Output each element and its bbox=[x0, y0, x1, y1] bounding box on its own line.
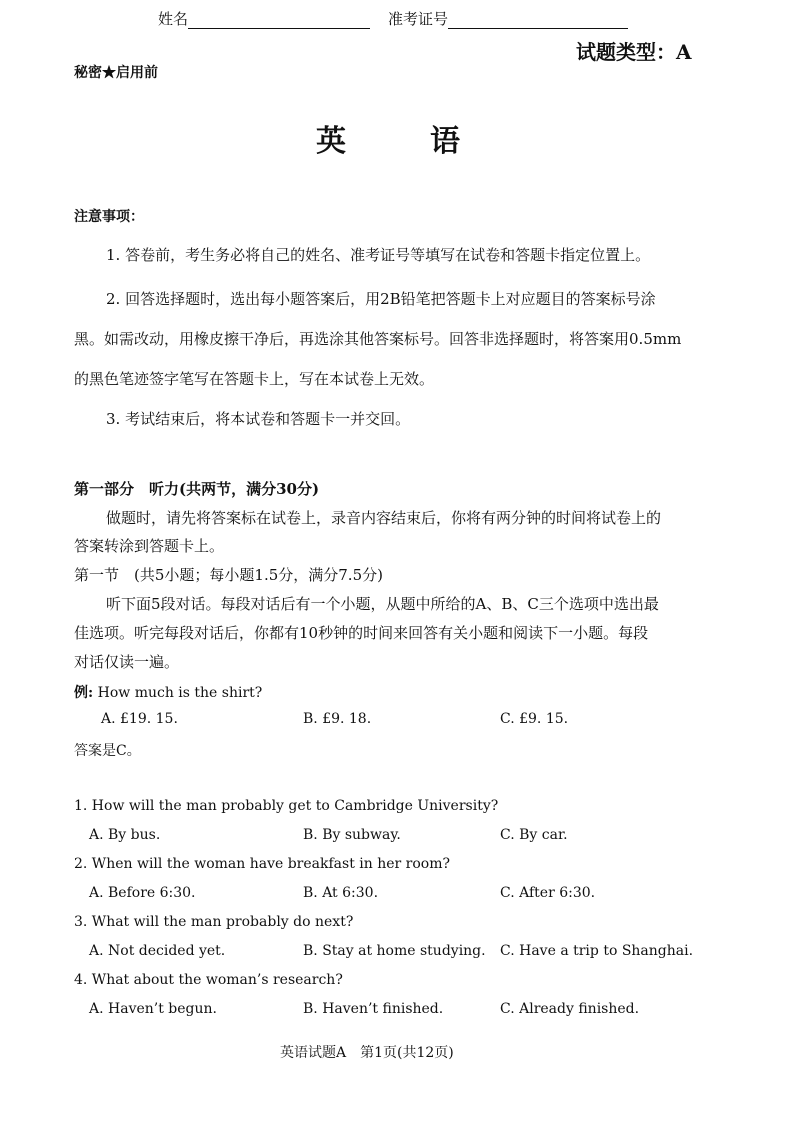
notice-item-2-line-1: 2. 回答选择题时，选出每小题答案后，用2B铅笔把答题卡上对应题目的答案标号涂 bbox=[106, 290, 656, 308]
part1-heading: 第一部分 听力(共两节，满分30分) bbox=[74, 480, 320, 498]
page-title-char-1: 英 bbox=[316, 124, 346, 159]
example-label: 例: bbox=[74, 685, 94, 701]
section1-line-3: 对话仅读一遍。 bbox=[74, 653, 180, 671]
question-1-option-a: A. By bus. bbox=[89, 827, 161, 843]
secret-mark: 秘密★启用前 bbox=[74, 65, 158, 81]
question-3-option-b: B. Stay at home studying. bbox=[303, 943, 486, 959]
example-option-a: A. £19. 15. bbox=[101, 711, 178, 727]
part1-intro-line-1: 做题时，请先将答案标在试卷上，录音内容结束后，你将有两分钟的时间将试卷上的 bbox=[106, 509, 662, 527]
question-1: 1. How will the man probably get to Cambridge University? bbox=[74, 798, 499, 814]
question-4: 4. What about the woman’s research? bbox=[74, 972, 343, 988]
question-4-option-b: B. Haven’t finished. bbox=[303, 1001, 444, 1017]
example-answer: 答案是C。 bbox=[74, 743, 141, 759]
exam-number-field bbox=[388, 8, 628, 29]
notice-item-2-line-3: 的黑色笔迹签字笔写在答题卡上，写在本试卷上无效。 bbox=[74, 370, 435, 388]
question-4-option-c: C. Already finished. bbox=[500, 1001, 640, 1017]
name-field bbox=[158, 8, 370, 29]
page-footer: 英语试题A 第1页(共12页) bbox=[280, 1045, 454, 1061]
paper-type: 试题类型：A bbox=[576, 40, 692, 64]
example bbox=[74, 682, 262, 702]
section1-heading: 第一节 (共5小题；每小题1.5分，满分7.5分) bbox=[74, 566, 383, 584]
part1-intro-line-2: 答案转涂到答题卡上。 bbox=[74, 537, 225, 555]
question-3: 3. What will the man probably do next? bbox=[74, 914, 354, 930]
exam-number-label: 准考证号 bbox=[388, 10, 449, 28]
question-2-option-c: C. After 6:30. bbox=[500, 885, 596, 901]
name-blank bbox=[188, 12, 370, 29]
exam-number-blank bbox=[448, 12, 628, 29]
notice-item-1: 1. 答卷前，考生务必将自己的姓名、准考证号等填写在试卷和答题卡指定位置上。 bbox=[106, 246, 651, 264]
question-3-option-c: C. Have a trip to Shanghai. bbox=[500, 943, 694, 959]
question-1-option-c: C. By car. bbox=[500, 827, 568, 843]
section1-line-2: 佳选项。听完每段对话后，你都有10秒钟的时间来回答有关小题和阅读下一小题。每段 bbox=[74, 624, 649, 642]
question-2-option-b: B. At 6:30. bbox=[303, 885, 379, 901]
example-option-b: B. £9. 18. bbox=[303, 711, 372, 727]
question-3-option-a: A. Not decided yet. bbox=[89, 943, 226, 959]
notice-item-3: 3. 考试结束后，将本试卷和答题卡一并交回。 bbox=[106, 410, 411, 428]
question-2: 2. When will the woman have breakfast in her room? bbox=[74, 856, 450, 872]
page-title-char-2: 语 bbox=[430, 124, 460, 159]
question-4-option-a: A. Haven’t begun. bbox=[89, 1001, 217, 1017]
question-1-option-b: B. By subway. bbox=[303, 827, 401, 843]
question-2-option-a: A. Before 6:30. bbox=[89, 885, 196, 901]
notice-heading: 注意事项： bbox=[74, 209, 144, 225]
example-question: How much is the shirt? bbox=[97, 685, 263, 701]
name-label: 姓名 bbox=[158, 10, 189, 28]
example-option-c: C. £9. 15. bbox=[500, 711, 569, 727]
section1-line-1: 听下面5段对话。每段对话后有一个小题，从题中所给的A、B、C三个选项中选出最 bbox=[106, 595, 659, 613]
notice-item-2-line-2: 黑。如需改动，用橡皮擦干净后，再选涂其他答案标号。回答非选择题时，将答案用0.5mm bbox=[74, 330, 682, 348]
